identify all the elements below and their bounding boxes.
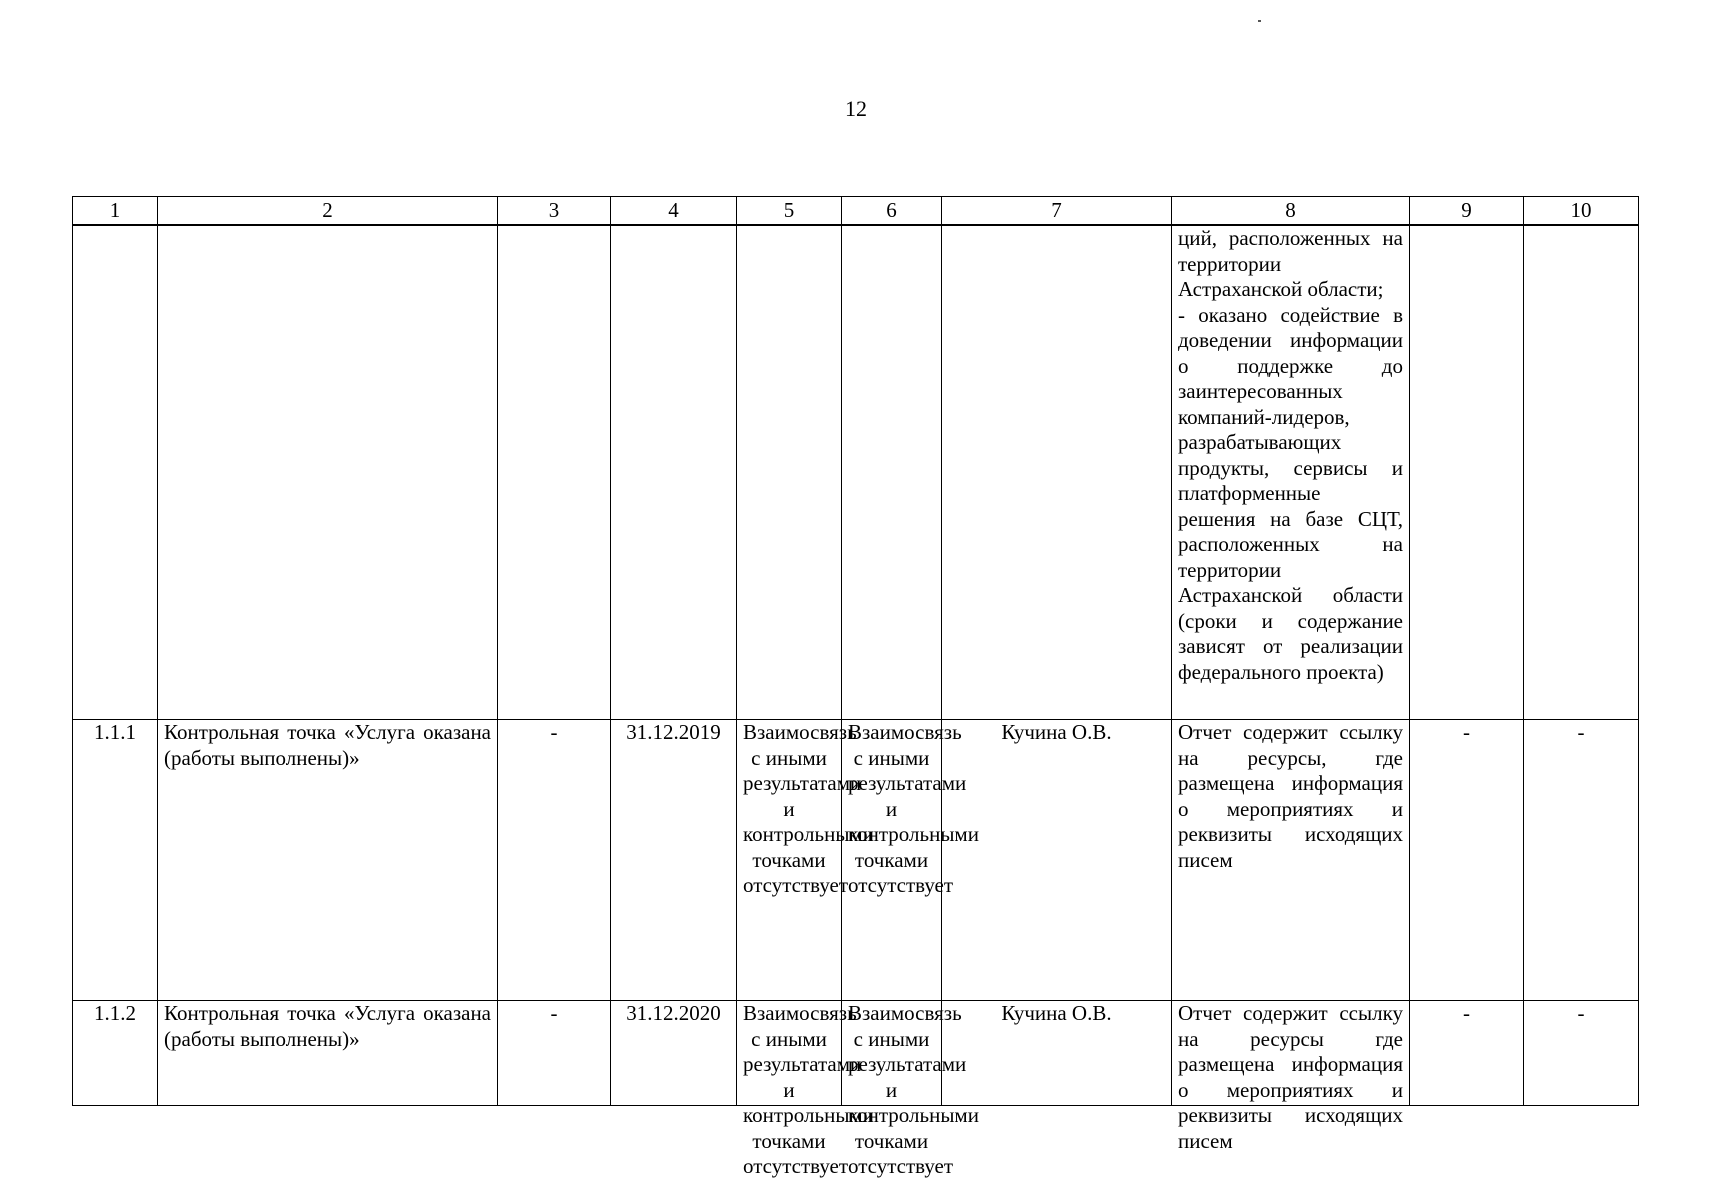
cell-date: 31.12.2019 [611, 720, 737, 1001]
cell-relation-wrap [737, 1001, 874, 1178]
cell-empty [1410, 225, 1524, 720]
cell-col10: - [1524, 720, 1639, 1001]
cell-result-description: Отчет содержит ссылку на ресурсы, где размещена информация о мероприятиях и реквизиты исходящих писем [1172, 720, 1410, 1001]
cell-empty [737, 225, 842, 720]
cell-result-description: Отчет содержит ссылку на ресурсы где размещена информация о мероприятиях и реквизиты исходящих писем [1178, 1001, 1403, 1153]
cell-empty [158, 225, 498, 720]
scan-speck [1258, 20, 1261, 22]
cell-result-description: ций, расположенных на территории Астраханской области; - оказано содействие в доведении информации о поддержке до заинтересованных компаний-лидеров, разрабатывающих продукты, сервисы и платформенные решения на базе СЦТ, расположенных на территории Астраханской области (сроки и содержание зависят от реализации федерального проекта) [1172, 225, 1410, 720]
cell-empty [842, 225, 942, 720]
cell-empty [942, 225, 1172, 720]
cell-name: Контрольная точка «Услуга оказана (работы выполнены)» [158, 720, 498, 1001]
header-row [73, 197, 1639, 226]
header-col-10: 10 [1524, 197, 1639, 226]
cell-name: Контрольная точка «Услуга оказана (работы выполнены)» [158, 1001, 498, 1106]
table-row [73, 720, 1639, 1001]
cell-responsible: Кучина О.В. [942, 1001, 1172, 1106]
cell-relation: Взаимосвязь с иными результатами и контрольными точками отсутствует [743, 1001, 874, 1178]
header-col-9: 9 [1410, 197, 1524, 226]
cell-col9: - [1410, 720, 1524, 1001]
cell-empty [498, 225, 611, 720]
header-col-2: 2 [158, 197, 498, 226]
cell-relation: Взаимосвязь с иными результатами и контрольными точками отсутствует [848, 1001, 979, 1178]
cell-number: 1.1.2 [73, 1001, 158, 1106]
page-number: 12 [845, 96, 867, 121]
cell-col3: - [498, 720, 611, 1001]
header-col-5: 5 [737, 197, 842, 226]
header-col-1: 1 [73, 197, 158, 226]
header-col-4: 4 [611, 197, 737, 226]
cell-result-description-wrap [1172, 1001, 1410, 1153]
header-col-6: 6 [842, 197, 942, 226]
header-col-3: 3 [498, 197, 611, 226]
table-header [73, 197, 1639, 226]
cell-col3: - [498, 1001, 611, 1106]
cell-col10: - [1524, 1001, 1639, 1106]
plan-table [72, 196, 1639, 1178]
cell-date: 31.12.2020 [611, 1001, 737, 1106]
table-row-continued [73, 225, 1639, 720]
header-col-8: 8 [1172, 197, 1410, 226]
cell-relation: Взаимосвязь с иными результатами и контрольными точками отсутствует [737, 720, 842, 1001]
table-row [73, 1001, 1639, 1106]
cell-relation: Взаимосвязь с иными результатами и контрольными точками отсутствует [842, 720, 942, 1001]
cell-empty [1524, 225, 1639, 720]
cell-empty [611, 225, 737, 720]
cell-col9: - [1410, 1001, 1524, 1106]
cell-empty [73, 225, 158, 720]
cell-number: 1.1.1 [73, 720, 158, 1001]
cell-responsible: Кучина О.В. [942, 720, 1172, 1001]
cell-relation-wrap [842, 1001, 979, 1178]
header-col-7: 7 [942, 197, 1172, 226]
